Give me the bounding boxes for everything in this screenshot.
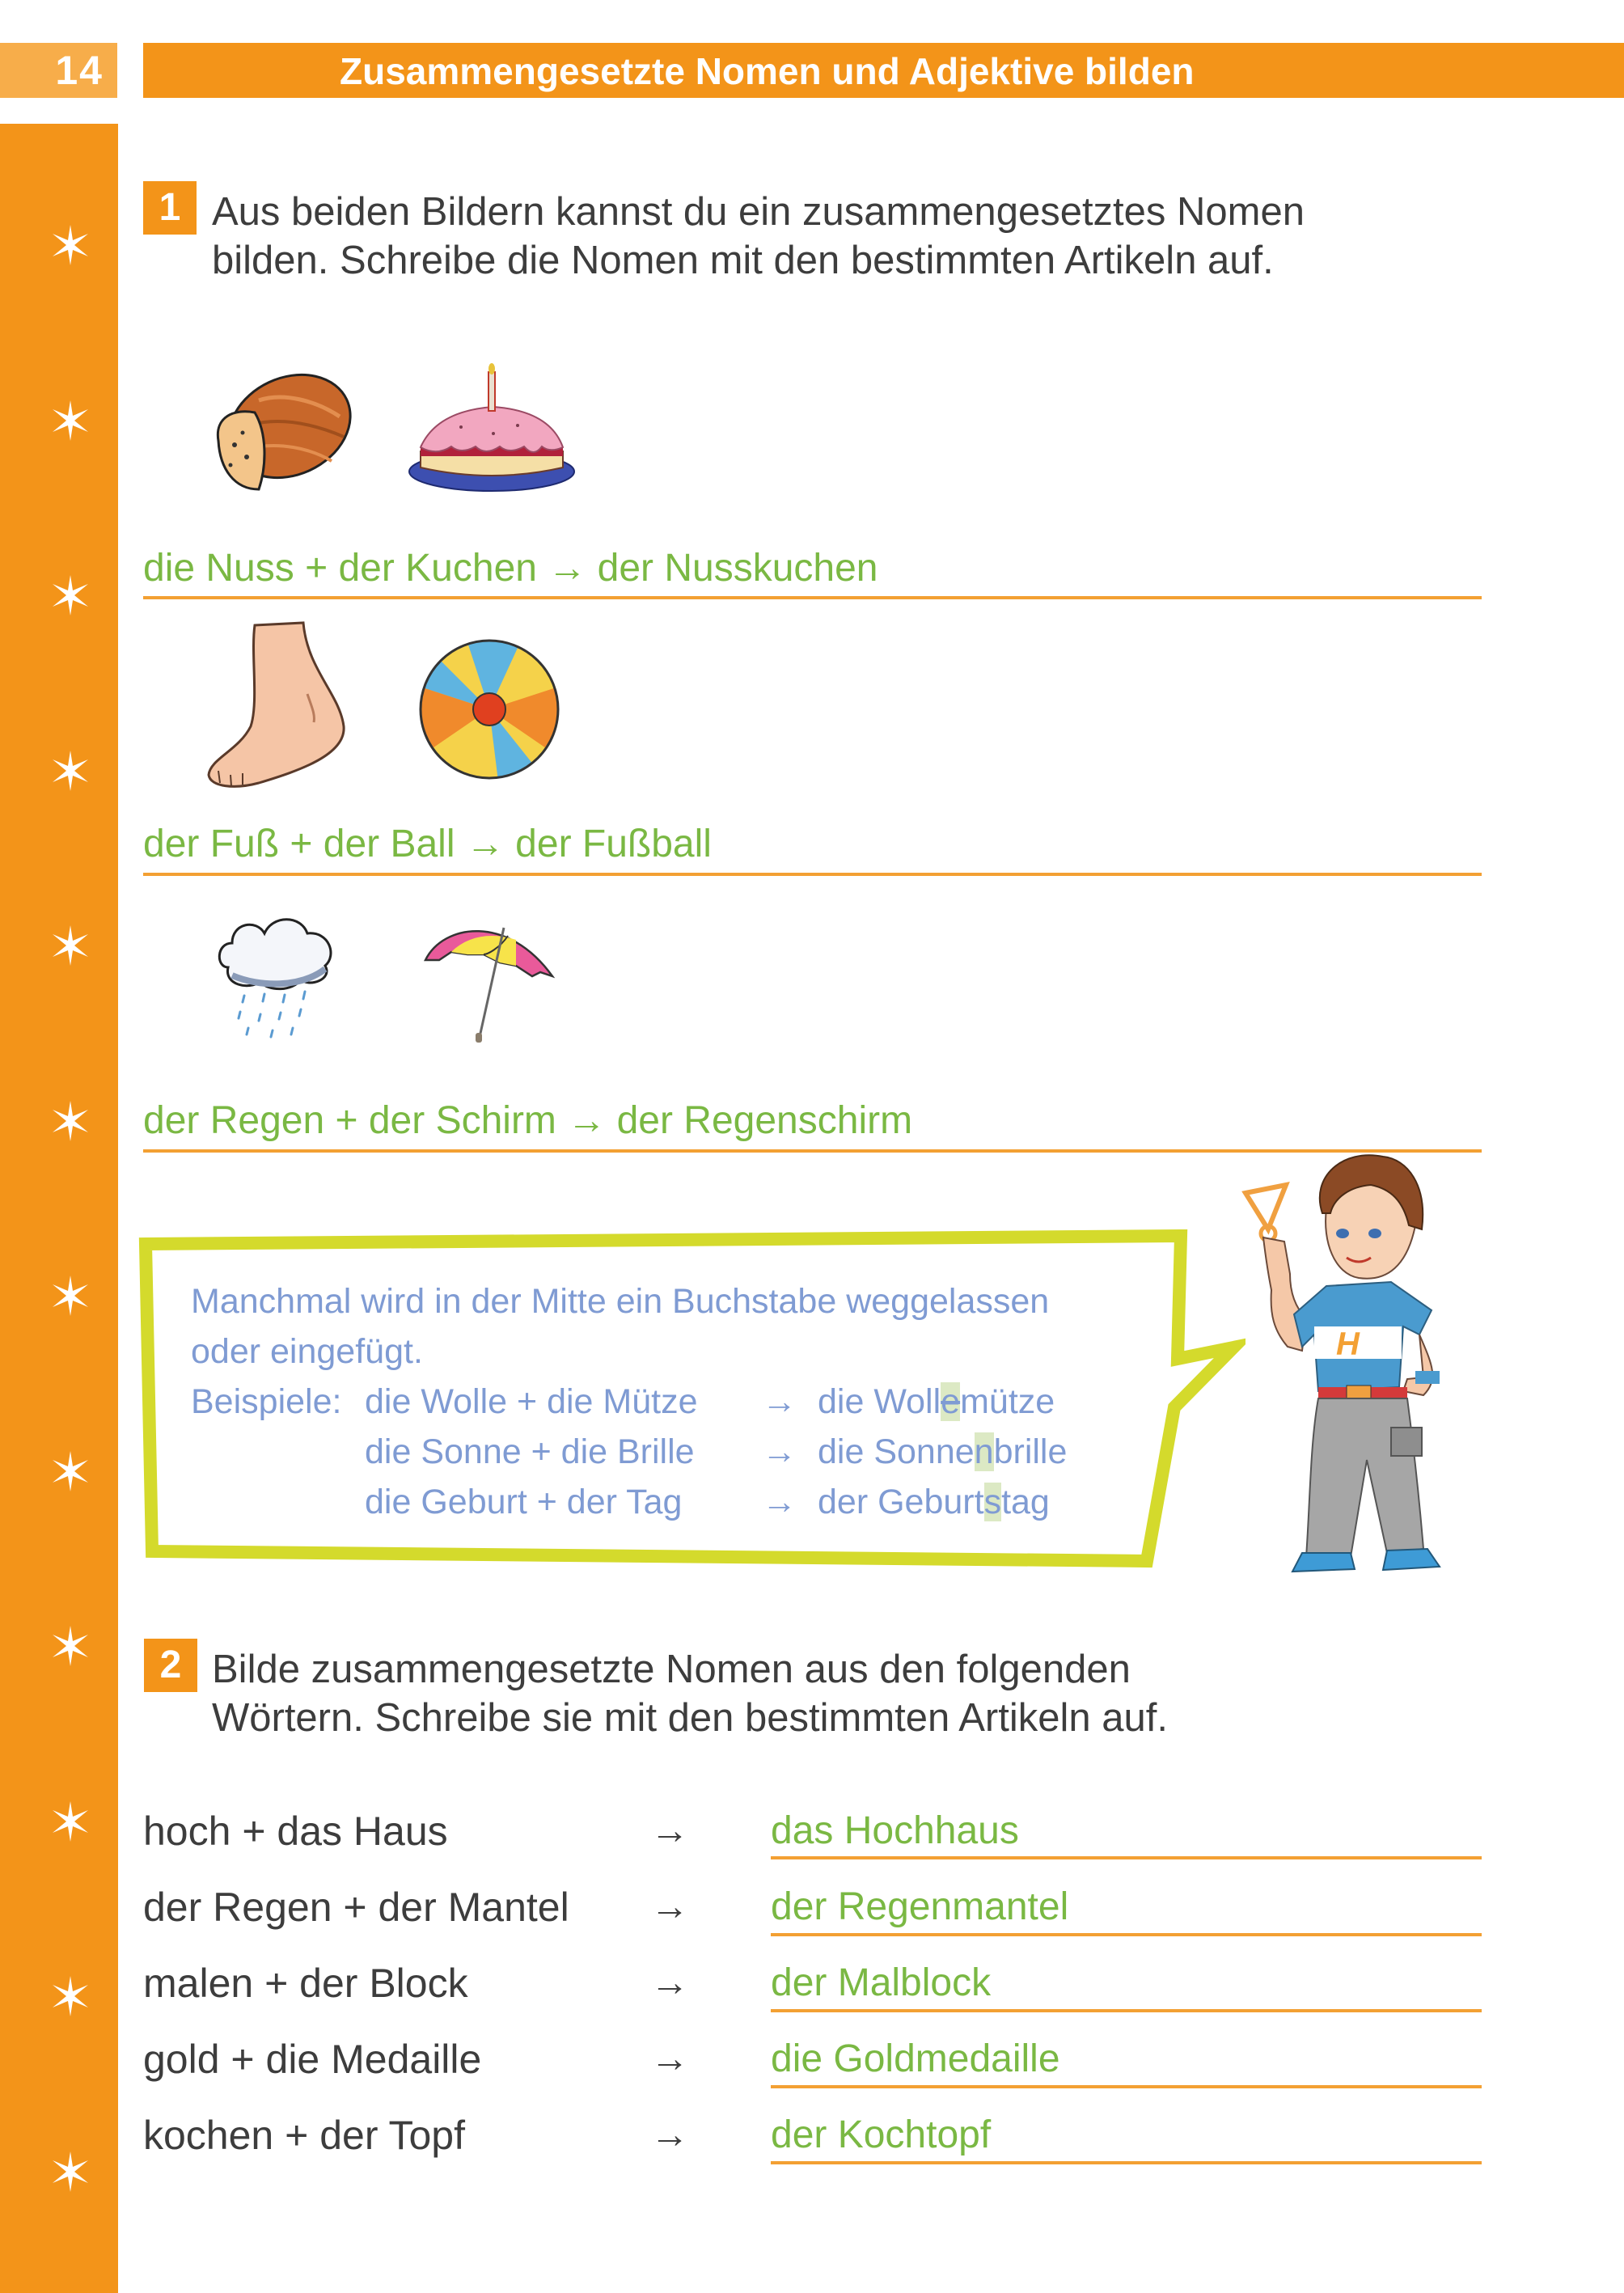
star-icon — [50, 751, 91, 791]
arrow-icon: → — [762, 1432, 797, 1471]
examples-label: Beispiele: — [191, 1382, 342, 1421]
word-pair: kochen + der Topf — [143, 2113, 465, 2158]
answer-text: der Malblock — [771, 1961, 992, 2004]
result-part: der Geburt — [818, 1483, 984, 1521]
star-icon — [50, 925, 91, 966]
answer-text: der Fuß + der Ball → der Fußball — [143, 823, 712, 865]
answer-text: das Hochhaus — [771, 1809, 1019, 1852]
answer-text: der Regen + der Schirm → der Regenschirm — [143, 1099, 913, 1142]
task-number-badge: 2 — [144, 1639, 197, 1692]
mascot-boy-illustration — [1229, 1153, 1512, 1581]
title-bar — [143, 43, 1624, 98]
answer-text: die Nuss + der Kuchen → der Nusskuchen — [143, 547, 878, 590]
word-pair: malen + der Block — [143, 1961, 468, 2006]
example-result — [818, 1427, 1067, 1477]
star-icon — [50, 1276, 91, 1316]
answer-text: die Goldmedaille — [771, 2037, 1060, 2080]
answer-line — [143, 873, 1482, 876]
example-result — [818, 1377, 1055, 1427]
inserted-letter: s — [983, 1483, 1002, 1521]
word-pair: der Regen + der Mantel — [143, 1885, 569, 1930]
answer-text: der Regenmantel — [771, 1885, 1069, 1928]
answer-line — [143, 596, 1482, 599]
example-result — [818, 1477, 1050, 1527]
star-icon — [50, 1976, 91, 2016]
omitted-letter: e — [941, 1382, 961, 1421]
task-number-badge: 1 — [143, 181, 197, 235]
star-icon — [50, 2151, 91, 2192]
result-part: tag — [1001, 1483, 1050, 1521]
arrow-icon: → — [650, 1885, 689, 1928]
hazelnut-icon — [210, 368, 356, 493]
task-instruction-line: Aus beiden Bildern kannst du ein zusammengesetztes Nomen — [212, 190, 1305, 234]
hint-text: oder eingefügt. — [191, 1332, 423, 1371]
arrow-icon: → — [650, 2037, 689, 2080]
arrow-icon: → — [762, 1382, 797, 1421]
star-icon — [50, 225, 91, 265]
task-instruction-line: bilden. Schreibe die Nomen mit den bestimmten Artikeln auf. — [212, 239, 1274, 282]
example-left: die Wolle + die Mütze — [365, 1382, 698, 1421]
answer-line — [771, 1933, 1482, 1936]
answer-line — [771, 2009, 1482, 2012]
example-left: die Sonne + die Brille — [365, 1432, 695, 1471]
arrow-icon: → — [650, 2113, 689, 2156]
arrow-icon: → — [650, 1809, 689, 1852]
result-part: die Sonne — [818, 1432, 975, 1471]
example-left: die Geburt + der Tag — [365, 1483, 683, 1521]
word-pair: gold + die Medaille — [143, 2037, 482, 2082]
sidebar — [0, 124, 118, 2293]
inserted-letter: n — [974, 1432, 994, 1471]
beach-ball-icon — [417, 637, 561, 781]
answer-text: der Kochtopf — [771, 2113, 992, 2156]
star-icon — [50, 1626, 91, 1666]
rain-cloud-icon — [212, 911, 340, 1040]
answer-line — [771, 1856, 1482, 1859]
arrow-icon: → — [762, 1483, 797, 1521]
answer-line — [771, 2085, 1482, 2088]
foot-icon — [202, 621, 356, 791]
star-icon — [50, 1101, 91, 1141]
star-icon — [50, 400, 91, 441]
birthday-cake-icon — [404, 362, 578, 496]
arrow-icon: → — [650, 1961, 689, 2004]
star-icon — [50, 575, 91, 616]
result-part: brille — [993, 1432, 1068, 1471]
star-icon — [50, 1801, 91, 1842]
star-icon — [50, 1451, 91, 1491]
task-instruction-line: Bilde zusammengesetzte Nomen aus den folgenden — [212, 1648, 1131, 1691]
word-pair: hoch + das Haus — [143, 1809, 448, 1854]
hint-text: Manchmal wird in der Mitte ein Buchstabe weggelassen — [191, 1282, 1050, 1321]
umbrella-icon — [419, 916, 561, 1043]
page-number-box — [0, 43, 117, 98]
task-instruction-line: Wörtern. Schreibe sie mit den bestimmten Artikeln auf. — [212, 1696, 1168, 1740]
svg-text:H: H — [1336, 1326, 1360, 1362]
result-part: die Woll — [818, 1382, 941, 1421]
page-number: 14 — [55, 48, 104, 93]
page-title: Zusammengesetzte Nomen und Adjektive bilden — [340, 50, 1195, 92]
answer-line — [771, 2161, 1482, 2164]
result-part: mütze — [960, 1382, 1055, 1421]
